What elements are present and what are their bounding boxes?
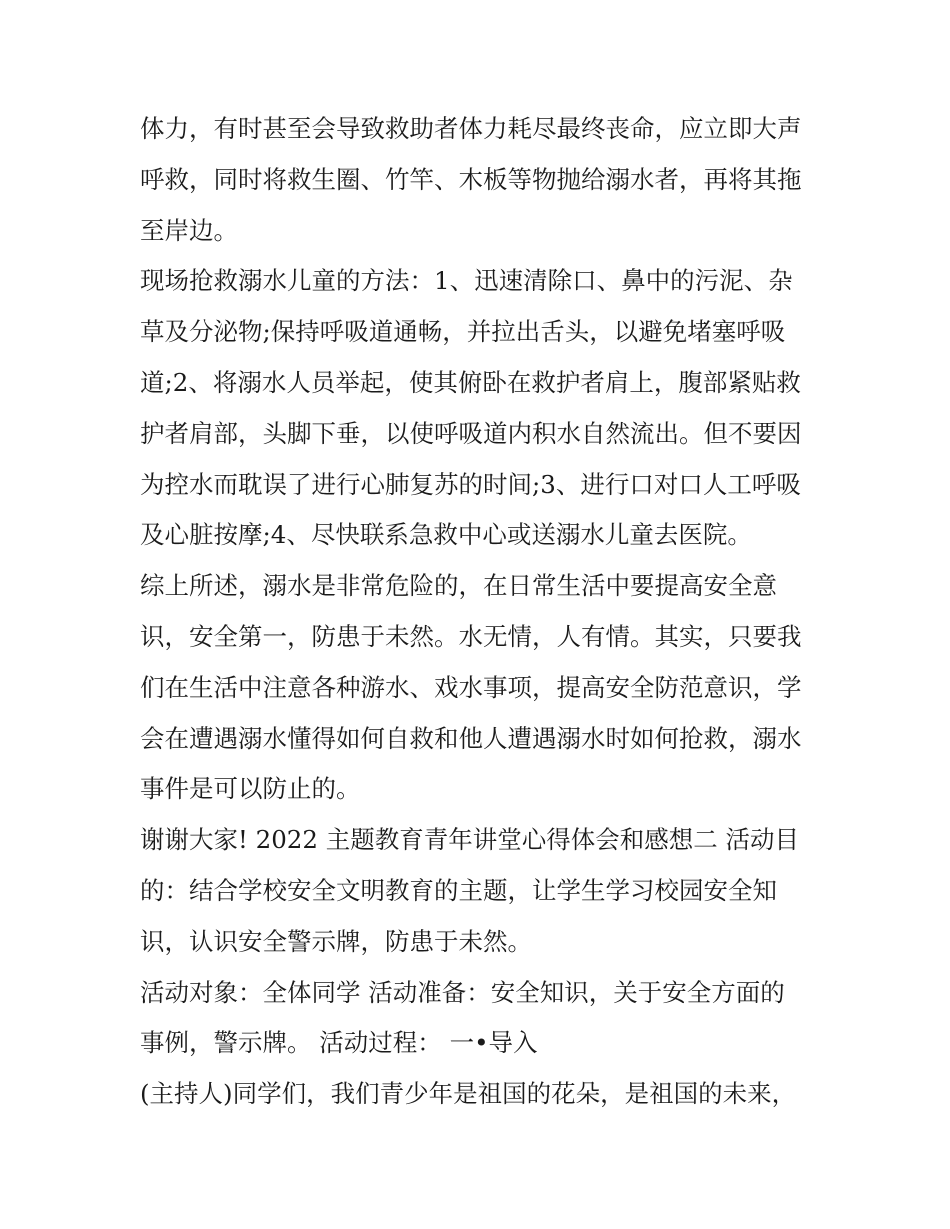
- text-line: 护者肩部，头脚下垂，以使呼吸道内积水自然流出。但不要因: [140, 418, 802, 448]
- text-line: 的：结合学校安全文明教育的主题，让学生学习校园安全知: [140, 875, 777, 905]
- text-line: 识，认识安全警示牌，防患于未然。: [140, 926, 532, 956]
- text-line: 道;2、将溺水人员举起，使其俯卧在救护者肩上，腹部紧贴救: [140, 367, 801, 397]
- text-line: 事件是可以防止的。: [140, 774, 361, 804]
- text-line: 草及分泌物;保持呼吸道通畅，并拉出舌头，以避免堵塞呼吸: [140, 317, 786, 347]
- text-line: 为控水而耽误了进行心肺复苏的时间;3、进行口对口人工呼吸: [140, 469, 801, 499]
- text-line: 及心脏按摩;4、尽快联系急救中心或送溺水儿童去医院。: [140, 520, 752, 550]
- text-line: 现场抢救溺水儿童的方法：1、迅速清除口、鼻中的污泥、杂: [140, 266, 793, 296]
- text-line: (主持人)同学们，我们青少年是祖国的花朵，是祖国的未来，: [140, 1079, 797, 1109]
- text-line: 呼救，同时将救生圈、竹竿、木板等物抛给溺水者，再将其拖: [140, 164, 802, 194]
- text-line: 们在生活中注意各种游水、戏水事项，提高安全防范意识，学: [140, 672, 802, 702]
- text-line: 事例，警示牌。 活动过程： 一•导入: [140, 1028, 538, 1058]
- text-line: 会在遭遇溺水懂得如何自救和他人遭遇溺水时如何抢救，溺水: [140, 723, 802, 753]
- text-line: 体力，有时甚至会导致救助者体力耗尽最终丧命，应立即大声: [140, 114, 802, 143]
- text-line: 至岸边。: [140, 215, 238, 245]
- text-line: 谢谢大家! 2022 主题教育青年讲堂心得体会和感想二 活动目: [140, 825, 800, 855]
- text-line: 识，安全第一，防患于未然。水无情，人有情。其实，只要我: [140, 621, 802, 651]
- text-line: 综上所述，溺水是非常危险的，在日常生活中要提高安全意: [140, 571, 777, 601]
- document-body: [140, 104, 820, 1120]
- text-line: 活动对象：全体同学 活动准备：安全知识，关于安全方面的: [140, 977, 785, 1007]
